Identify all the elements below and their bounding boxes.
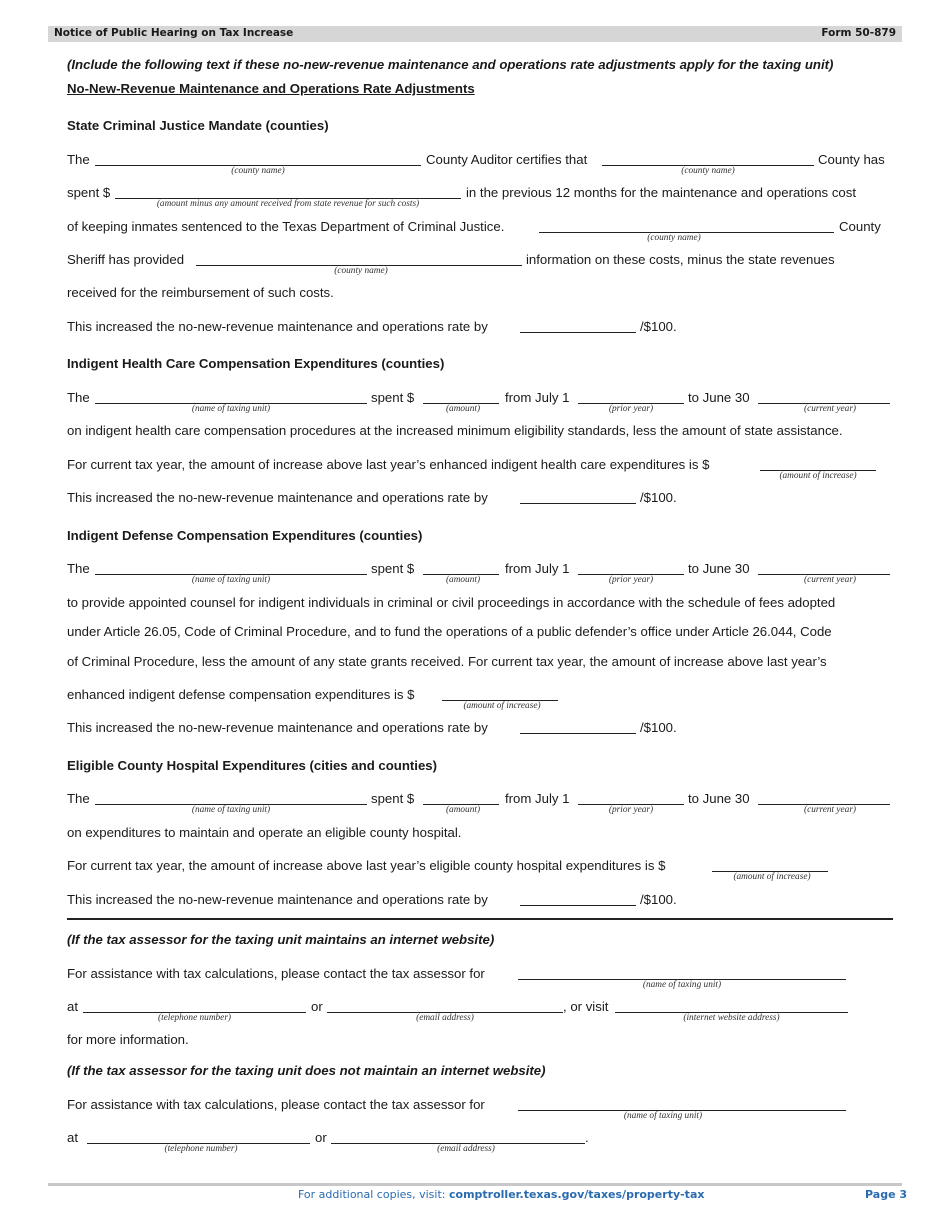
website-instruction: (If the tax assessor for the taxing unit maintains an internet website): [67, 932, 495, 947]
caption-current-year: (current year): [803, 805, 857, 815]
spent-label: spent $: [67, 185, 111, 200]
intro-instruction: (Include the following text if these no-new-revenue maintenance and operations rate adjustments apply for the taxing unit): [67, 57, 834, 72]
rate-field-1[interactable]: [520, 332, 636, 333]
caption-taxing-unit: (name of taxing unit): [191, 575, 271, 585]
to-june-label: to June 30: [688, 561, 750, 576]
to-june-label: to June 30: [688, 791, 750, 806]
caption-county-name: (county name): [334, 266, 388, 276]
caption-amount-increase: (amount of increase): [733, 872, 811, 882]
health-heading: Indigent Health Care Compensation Expenditures (counties): [67, 356, 445, 371]
rate-field-3[interactable]: [520, 733, 636, 734]
or-label: or: [315, 1130, 327, 1145]
caption-taxing-unit: (name of taxing unit): [191, 404, 271, 414]
footer-rule: [48, 1183, 902, 1186]
caption-amount: (amount): [445, 575, 481, 585]
caption-prior-year: (prior year): [608, 805, 654, 815]
footer-url-link[interactable]: comptroller.texas.gov/taxes/property-tax: [449, 1188, 705, 1201]
from-july-label: from July 1: [505, 390, 570, 405]
rate-field-4[interactable]: [520, 905, 636, 906]
caption-prior-year: (prior year): [608, 575, 654, 585]
spent-label: spent $: [371, 390, 415, 405]
caption-email: (email address): [437, 1144, 495, 1154]
or-label: or: [311, 999, 323, 1014]
county-has-text: County has: [818, 152, 885, 167]
at-label: at: [67, 1130, 78, 1145]
caption-county-name: (county name): [231, 166, 285, 176]
spent-label: spent $: [371, 791, 415, 806]
section-heading: No-New-Revenue Maintenance and Operations Rate Adjustments: [67, 81, 475, 96]
caption-amount-minus: (amount minus any amount received from state revenue for such costs): [156, 199, 420, 209]
page-number: Page 3: [865, 1188, 908, 1201]
auditor-certifies-text: County Auditor certifies that: [426, 152, 588, 167]
caption-email: (email address): [416, 1013, 474, 1023]
info-costs-text: information on these costs, minus the state revenues: [526, 252, 835, 267]
rate-increase-text: This increased the no-new-revenue maintenance and operations rate by: [67, 319, 488, 334]
defense-text-1: to provide appointed counsel for indigent individuals in criminal or civil proceedings in accordance with the schedule of fees adopted: [67, 595, 836, 610]
form-number: Form 50-879: [821, 27, 896, 39]
health-increase-text: For current tax year, the amount of increase above last year’s enhanced indigent health care expenditures is $: [67, 457, 710, 472]
health-procedures-text: on indigent health care compensation procedures at the increased minimum eligibility standards, less the amount of state assistance.: [67, 423, 843, 438]
caption-prior-year: (prior year): [608, 404, 654, 414]
rate-increase-text: This increased the no-new-revenue maintenance and operations rate by: [67, 490, 488, 505]
caption-amount-increase: (amount of increase): [779, 471, 857, 481]
caption-current-year: (current year): [803, 404, 857, 414]
hospital-expenditures-text: on expenditures to maintain and operate an eligible county hospital.: [67, 825, 462, 840]
label-the: The: [67, 390, 90, 405]
or-visit-label: , or visit: [563, 999, 609, 1014]
caption-taxing-unit: (name of taxing unit): [191, 805, 271, 815]
contact-text: For assistance with tax calculations, please contact the tax assessor for: [67, 966, 485, 981]
criminal-heading: State Criminal Justice Mandate (counties): [67, 118, 329, 133]
spent-label: spent $: [371, 561, 415, 576]
previous-12-text: in the previous 12 months for the maintenance and operations cost: [466, 185, 857, 200]
rate-increase-text: This increased the no-new-revenue maintenance and operations rate by: [67, 720, 488, 735]
caption-telephone: (telephone number): [157, 1013, 232, 1023]
per-100: /$100.: [640, 720, 677, 735]
label-the: The: [67, 152, 90, 167]
rate-field-2[interactable]: [520, 503, 636, 504]
footer-prefix: For additional copies, visit:: [298, 1188, 446, 1201]
caption-amount: (amount): [445, 404, 481, 414]
period-label: .: [585, 1130, 589, 1145]
defense-heading: Indigent Defense Compensation Expenditures (counties): [67, 528, 423, 543]
caption-amount-increase: (amount of increase): [463, 701, 541, 711]
from-july-label: from July 1: [505, 791, 570, 806]
received-text: received for the reimbursement of such costs.: [67, 285, 334, 300]
footer-copies: [298, 1188, 704, 1201]
per-100: /$100.: [640, 319, 677, 334]
at-label: at: [67, 999, 78, 1014]
hospital-heading: Eligible County Hospital Expenditures (cities and counties): [67, 758, 438, 773]
caption-current-year: (current year): [803, 575, 857, 585]
keeping-inmates-text: of keeping inmates sentenced to the Texas Department of Criminal Justice.: [67, 219, 505, 234]
caption-amount: (amount): [445, 805, 481, 815]
caption-website: (internet website address): [683, 1013, 780, 1023]
caption-county-name: (county name): [647, 233, 701, 243]
sheriff-text: Sheriff has provided: [67, 252, 185, 267]
rate-increase-text: This increased the no-new-revenue maintenance and operations rate by: [67, 892, 488, 907]
caption-telephone: (telephone number): [164, 1144, 238, 1154]
section-divider: [67, 918, 893, 920]
caption-taxing-unit: (name of taxing unit): [642, 980, 722, 990]
label-the: The: [67, 561, 90, 576]
county-text: County: [839, 219, 881, 234]
caption-taxing-unit: (name of taxing unit): [623, 1111, 703, 1121]
per-100: /$100.: [640, 892, 677, 907]
from-july-label: from July 1: [505, 561, 570, 576]
defense-text-3: of Criminal Procedure, less the amount of any state grants received. For current tax year, the amount of increase above last year’s: [67, 654, 827, 669]
form-header: [48, 26, 902, 42]
to-june-label: to June 30: [688, 390, 750, 405]
form-title: Notice of Public Hearing on Tax Increase: [54, 27, 294, 39]
more-info-text: for more information.: [67, 1032, 189, 1047]
defense-text-4: enhanced indigent defense compensation expenditures is $: [67, 687, 415, 702]
caption-county-name: (county name): [681, 166, 735, 176]
label-the: The: [67, 791, 90, 806]
hospital-increase-text: For current tax year, the amount of increase above last year’s eligible county hospital expenditures is $: [67, 858, 666, 873]
per-100: /$100.: [640, 490, 677, 505]
defense-text-2: under Article 26.05, Code of Criminal Procedure, and to fund the operations of a public defender’s office under Article 26.044, Code: [67, 624, 832, 639]
no-website-instruction: (If the tax assessor for the taxing unit does not maintain an internet website): [67, 1063, 546, 1078]
contact-text: For assistance with tax calculations, please contact the tax assessor for: [67, 1097, 485, 1112]
